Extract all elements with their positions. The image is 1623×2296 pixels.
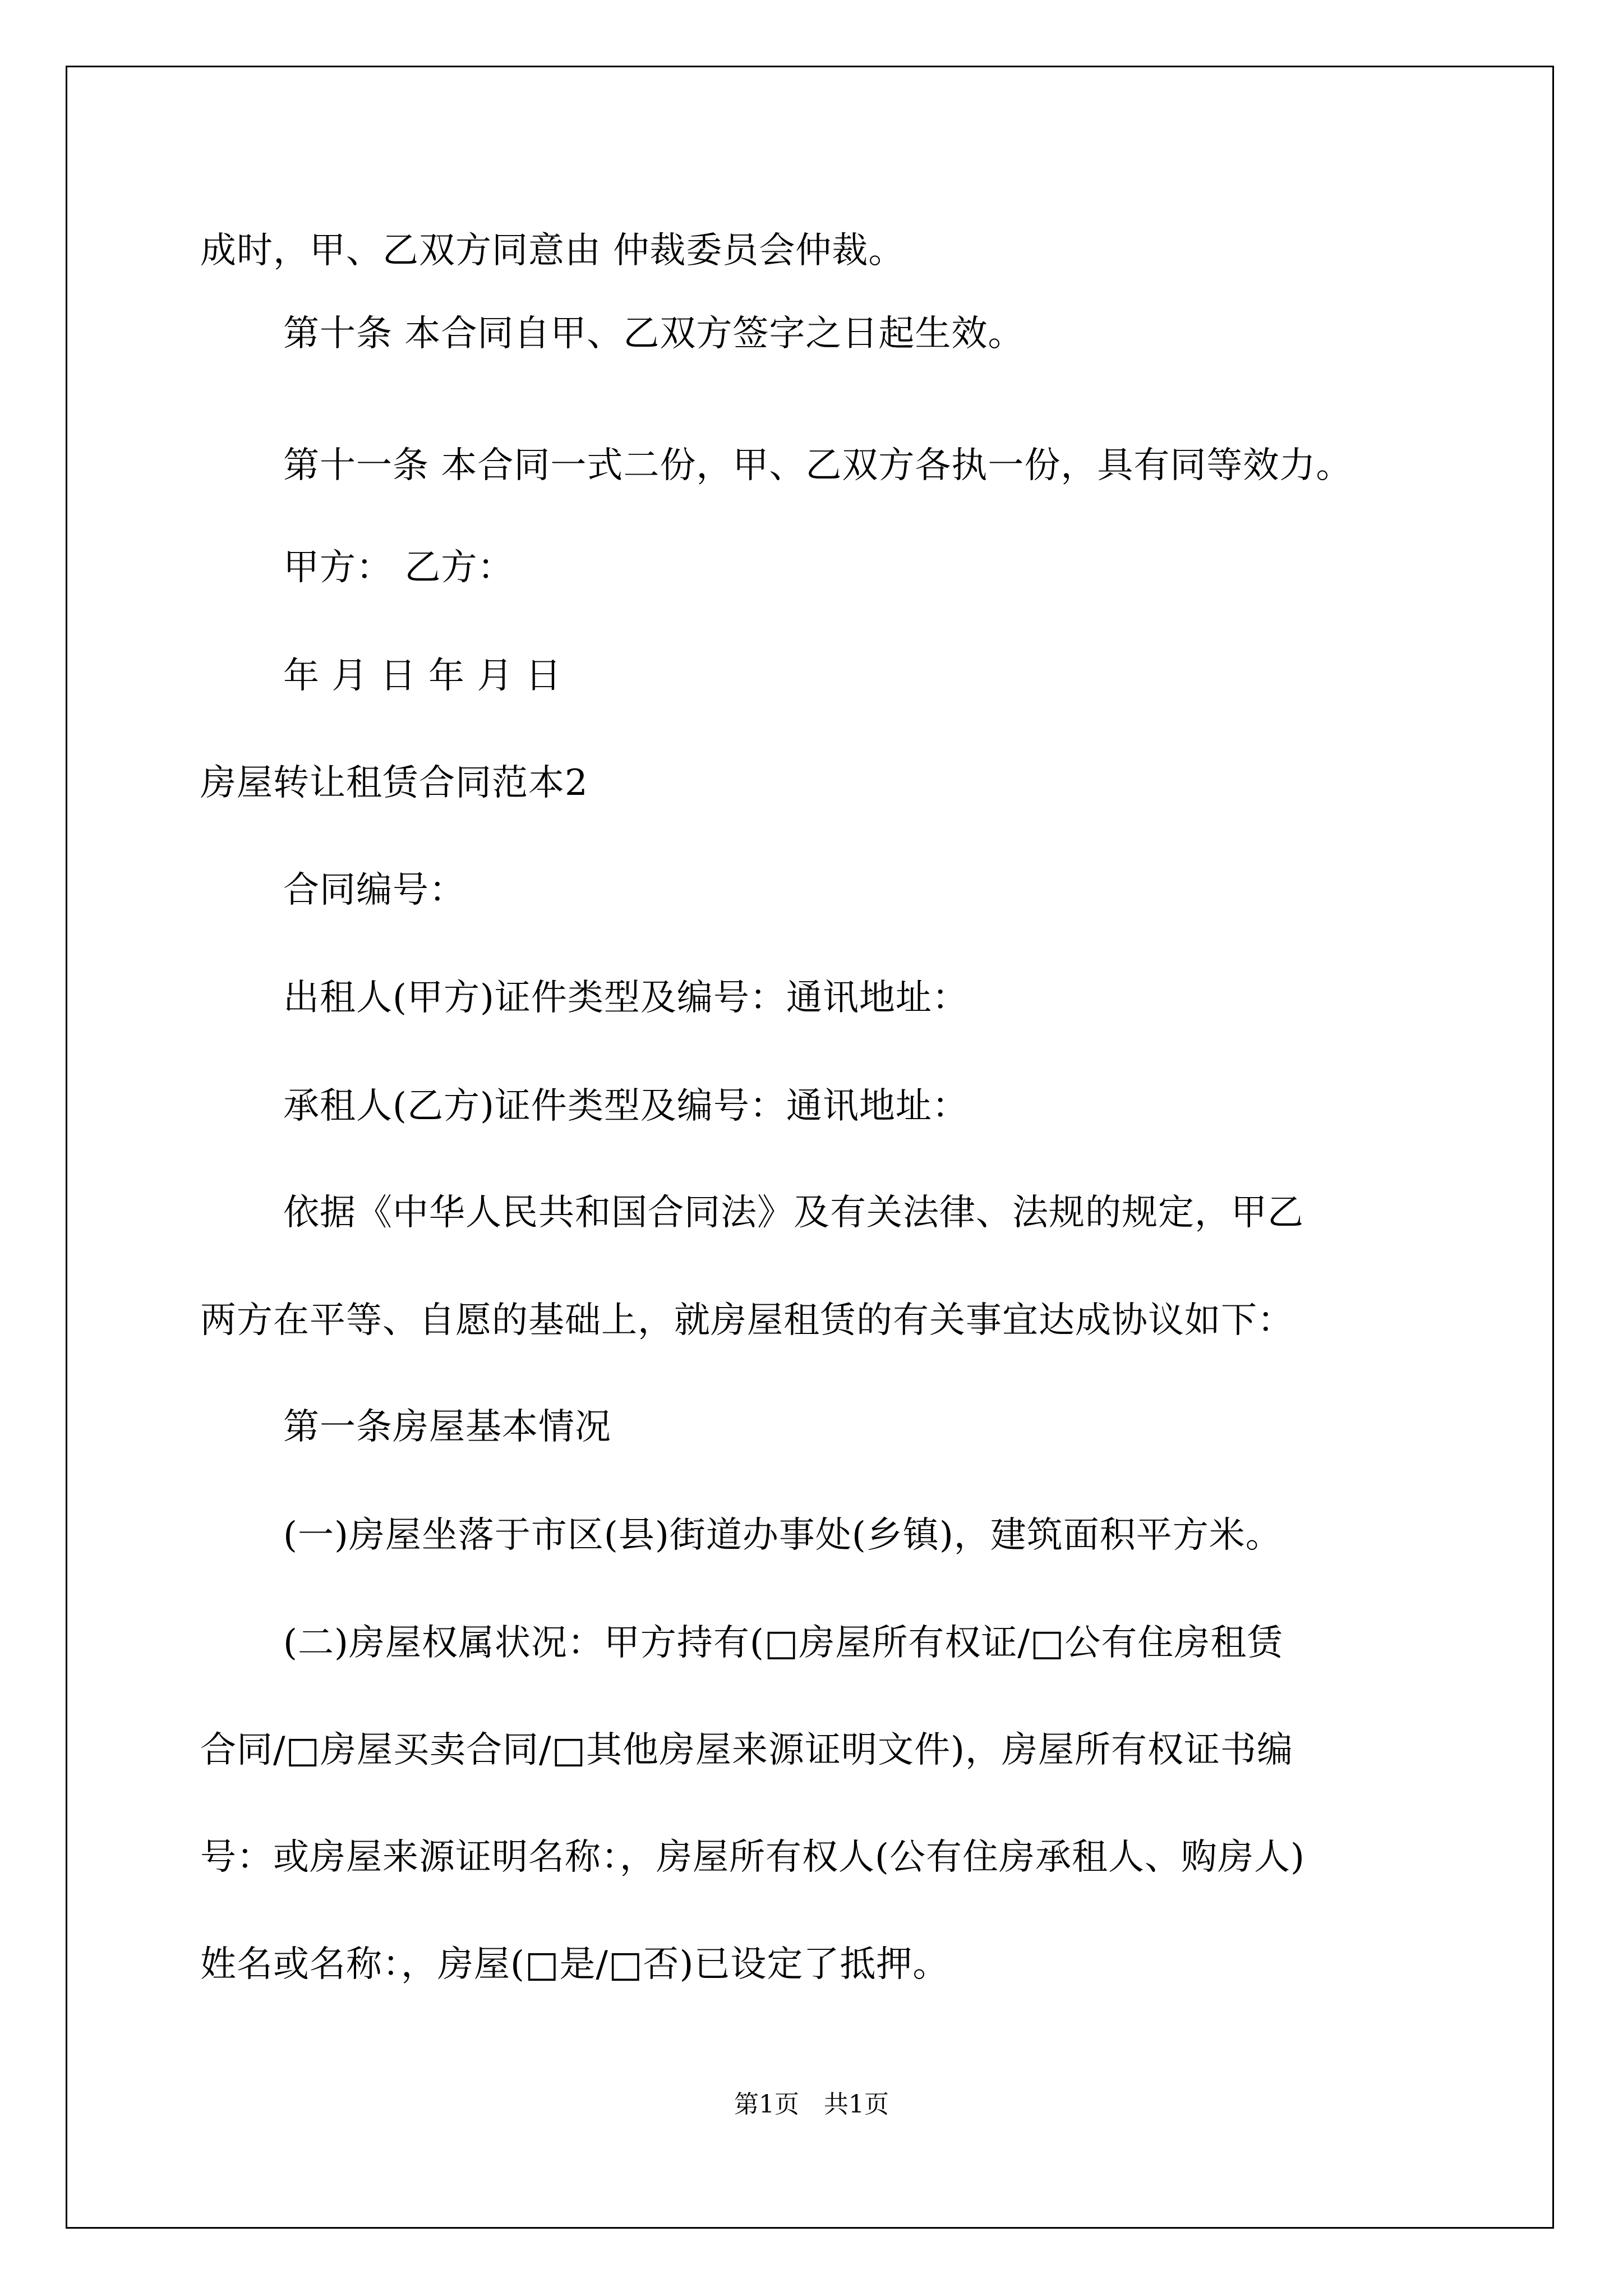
paragraph-line: 成时，甲、乙双方同意由 仲裁委员会仲裁。 bbox=[200, 230, 905, 272]
ownership-line-3: 号：或房屋来源证明名称：，房屋所有权人(公有住房承租人、购房人) bbox=[200, 1837, 1305, 1878]
section-title: 房屋转让租赁合同范本2 bbox=[200, 762, 588, 804]
article-eleven: 第十一条 本合同一式二份，甲、乙双方各执一份，具有同等效力。 bbox=[283, 445, 1353, 486]
page-border bbox=[66, 66, 1554, 2229]
article-one-heading: 第一条房屋基本情况 bbox=[283, 1406, 611, 1448]
article-ten: 第十条 本合同自甲、乙双方签字之日起生效。 bbox=[283, 313, 1025, 355]
lessor-info: 出租人(甲方)证件类型及编号：通讯地址： bbox=[283, 977, 969, 1019]
preamble-line-1: 依据《中华人民共和国合同法》及有关法律、法规的规定，甲乙 bbox=[283, 1192, 1304, 1234]
signature-dates: 年 月 日 年 月 日 bbox=[283, 655, 562, 697]
lessee-info: 承租人(乙方)证件类型及编号：通讯地址： bbox=[283, 1085, 969, 1127]
house-location: (一)房屋坐落于市区(县)街道办事处(乡镇)，建筑面积平方米。 bbox=[283, 1515, 1282, 1556]
page-footer: 第1页 共1页 bbox=[734, 2090, 889, 2119]
ownership-line-2: 合同/□房屋买卖合同/□其他房屋来源证明文件)，房屋所有权证书编 bbox=[200, 1729, 1294, 1771]
preamble-line-2: 两方在平等、自愿的基础上，就房屋租赁的有关事宜达成协议如下： bbox=[200, 1300, 1294, 1341]
contract-number: 合同编号： bbox=[283, 869, 465, 911]
ownership-line-4: 姓名或名称：，房屋(□是/□否)已设定了抵押。 bbox=[200, 1944, 949, 1985]
ownership-line-1: (二)房屋权属状况：甲方持有(□房屋所有权证/□公有住房租赁 bbox=[283, 1622, 1284, 1664]
signature-parties: 甲方： 乙方： bbox=[283, 547, 514, 588]
